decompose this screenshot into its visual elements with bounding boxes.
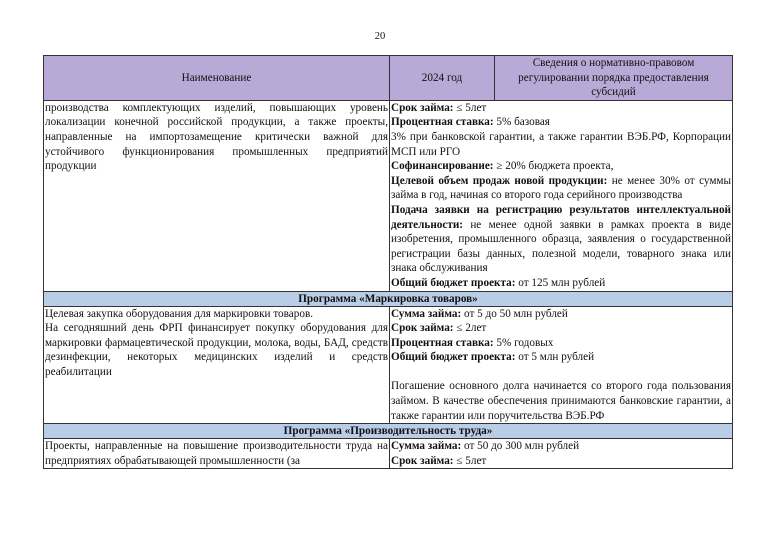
table-row: [44, 306, 733, 424]
section-title-productivity: Программа «Производительность труда»: [44, 424, 733, 439]
row1-terms: Срок займа: ≤ 5лет Процентная ставка: 5% базовая 3% при банковской гарантии, а также гарантии ВЭБ.РФ, Корпорации МСП или РГО Софинансирование: ≥ 20% бюджета проекта, Целевой объем продаж новой продукции: не менее 30% от суммы займа в год, начиная со второго года серийного производства Подача заявки на регистрацию результатов интеллектуальной деятельности: не менее одной заявки в рамках проекта в виде изобретения, промышленного образца, заявления о государственной регистрации базы данных, полезной модели, товарного знака или знака обслуживания Общий бюджет проекта: от 125 млн рублей: [390, 100, 733, 291]
section-title-marking: Программа «Маркировка товаров»: [44, 291, 733, 306]
table-row: [44, 100, 733, 291]
table-row: [44, 439, 733, 469]
row3-terms: Сумма займа: от 50 до 300 млн рублей Срок займа: ≤ 5лет: [390, 439, 733, 469]
section-row-marking: [44, 291, 733, 306]
header-regulation: Сведения о нормативно-правовом регулировании порядка предоставления субсидий: [495, 56, 733, 101]
header-name: Наименование: [44, 56, 390, 101]
header-year: 2024 год: [390, 56, 495, 101]
row2-description: Целевая закупка оборудования для маркировки товаров. На сегодняшний день ФРП финансирует покупку оборудования для маркировки фармацевтической продукции, молока, воды, БАД, средств дезинфекции, некоторых медицинских изделий и средств реабилитации: [44, 306, 390, 424]
page-number: 20: [374, 31, 386, 42]
support-programs-table: [43, 55, 733, 469]
section-row-productivity: [44, 424, 733, 439]
row3-description: Проекты, направленные на повышение производительности труда на предприятиях обрабатывающей промышленности (за: [44, 439, 390, 469]
table-header-row: [44, 56, 733, 101]
row1-description: производства комплектующих изделий, повышающих уровень локализации конечной российской продукции, а также проекты, направленные на импортозамещение критически важной для устойчивого функционирования промышленных предприятий продукции: [44, 100, 390, 291]
row2-terms: Сумма займа: от 5 до 50 млн рублей Срок займа: ≤ 2лет Процентная ставка: 5% годовых Общий бюджет проекта: от 5 млн рублей Погашение основного долга начинается со второго года пользования займом. В качестве обеспечения принимаются банковские гарантии, а также гарантии или поручительства ВЭБ.РФ: [390, 306, 733, 424]
